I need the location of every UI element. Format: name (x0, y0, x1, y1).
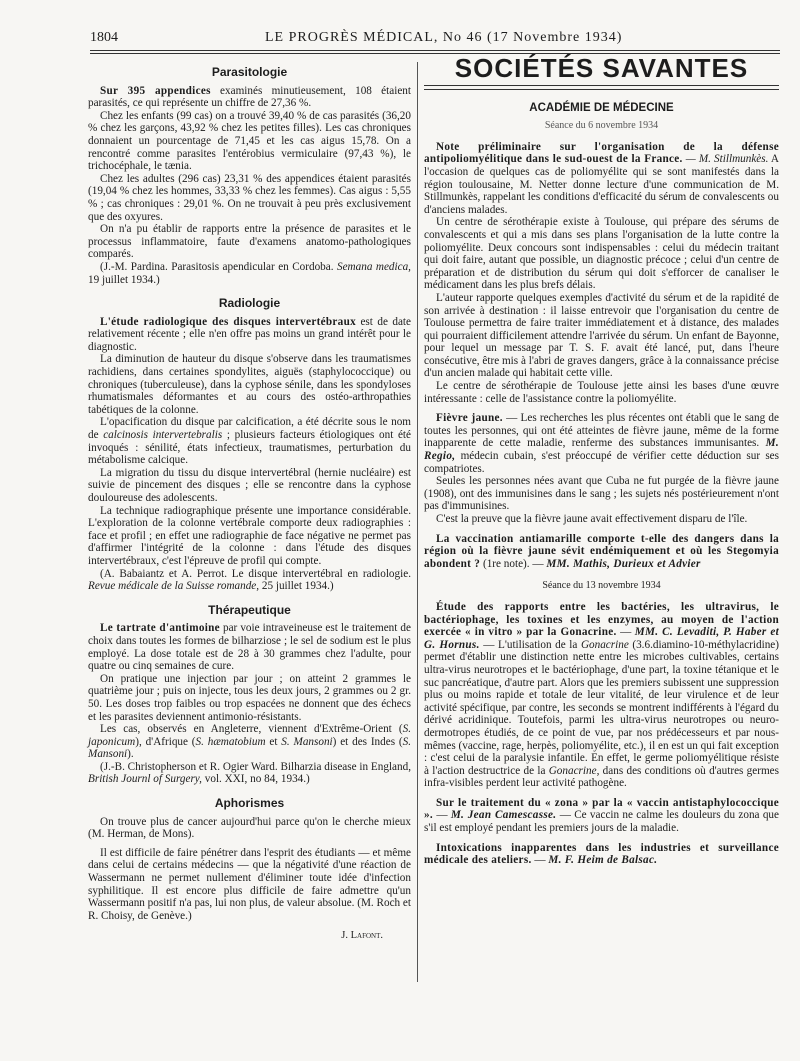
session-date: Séance du 13 novembre 1934 (542, 580, 661, 592)
paragraph: La technique radiographique présente une importance considérable. L'exploration de la colonne vertébrale comporte deux radiographies : face et profil ; en effet une radiographie de face négative ne permet pas d'affirmer l'intégrité de la colonne : dans l'étude des disques intervertébraux, c'est l'épreuve de profil qui compte. (88, 504, 411, 567)
paragraph: La diminution de hauteur du disque s'observe dans les traumatismes rachidiens, dans certaines spondylites, aiguës (staphylococcique) ou chroniques (tuberculeuse), dans la cyphose sénile, dans les spondyloses rhumatismales déformantes et au cours des ostéo-arthropathies tabétiques de la colonne. (88, 353, 411, 416)
paragraph: La migration du tissu du disque intervertébral (hernie nucléaire) est suivie de pincement des disques ; elle se rencontre dans la cyphose douloureuse des adolescents. (88, 466, 411, 504)
paragraph: Note préliminaire sur l'organisation de la défense antipoliomyélitique dans le sud-ouest de la France. — M. Stillmunkès. A l'occasion de quelques cas de poliomyélite qui se sont manifestés dans la région toulousaine, M. Netter donne lecture d'une communication de M. Stillmunkès, rappelant les conditions d'efficacité du sérum de convalescents ou d'anciens malades. (424, 140, 779, 216)
paragraph: Le tartrate d'antimoine par voie intraveineuse est le traitement de choix dans toutes les formes de bilharziose ; le sel de sodium est le plus employé. La dose totale est de 28 à 30 grammes chez l'adulte, pour quatre ou cinq semaines de cure. (88, 622, 411, 673)
reference: (J.-B. Christopherson et R. Ogier Ward. Bilharzia disease in England, British Journl of Surgery, vol. XXI, no 84, 1934.) (88, 760, 411, 786)
section-banner-title: SOCIÉTÉS SAVANTES (454, 53, 749, 83)
author-signature: J. Lafont. (341, 930, 383, 942)
paragraph: Sur 395 appendices examinés minutieusement, 108 étaient parasités, ce qui représente un chiffre de 27,36 %. (88, 84, 411, 110)
paragraph: Le centre de sérothérapie de Toulouse jette ainsi les bases d'une œuvre intéressante : celle de l'assistance contre la poliomyélite. (424, 380, 779, 405)
paragraph: Chez les enfants (99 cas) on a trouvé 39,40 % de cas parasités (36,20 % chez les garçons, 43,92 % chez les petites filles). Les cas chroniques donnaient un pourcentage de 71,45 et les cas aigus 15,78. On a rencontré comme parasites l'entérobius vermiculaire (97,43 %), le trichocéphale, le tænia. (88, 109, 411, 173)
paragraph: Fièvre jaune. — Les recherches les plus récentes ont établi que le sang de toutes les personnes, qui ont été atteintes de fièvre jaune, même de la forme inapparente de cette maladie, renferme des substances immunisantes. M. Regio, médecin cubain, s'est préoccupé de vérifier cette déduction sur ses compatriotes. (424, 412, 779, 475)
section-title-aphorismes: Aphorismes (214, 796, 285, 811)
paragraph: C'est la preuve que la fièvre jaune avait effectivement disparu de l'île. (436, 513, 748, 525)
paragraph: On pratique une injection par jour ; on atteint 2 grammes le quatrième jour ; puis on injecte, tous les deux jours, 2 grammes ou 2 gr. 50. Les doses trop faibles ou trop espacées ne donnent que des échecs et les parasites deviennent antimonio-résistants. (88, 672, 411, 723)
banner-rule (424, 85, 779, 90)
paragraph: Sur le traitement du « zona » par la « vaccin antistaphylococcique ». — M. Jean Camescasse. — Ce vaccin ne calme les douleurs du zona que s'il est employé pendant les premiers jours de la maladie. (424, 796, 779, 835)
paragraph: Étude des rapports entre les bactéries, les ultravirus, le bactériophage, les toxines et les enzymes, au moyen de l'action exercée « in vitro » par la Gonacrine. — MM. C. Levaditi, P. Haber et G. Hornus. — L'utilisation de la Gonacrine (3.6.diamino-10-méthylacridine) permet d'établir une distinction nette entre les microbes cultivables, certains ultra-virus neurotropes et le bactériophage, d'une part, la toxine tétanique et le suc pancréatique, d'autre part. Alors que les premiers subissent une suppression plus ou moins rapide et totale de leur vitalité, de leur virulence et de leur activité spécifique, par contre, les seconds se montrent indifférents à l'égard du dérivé acridinique. Toutefois, parmi les ultra-virus neurotropes ou neuro-dermotropes étudiés, de ce point de vue, par nos prédécesseurs et par nous-mêmes (vaccine, rage, herpès, poliomyélite, etc.), il en est un qui fait exception : c'est celui de la paralysie infantile. En effet, le germe poliomyélitique résiste à l'action destructrice de la Gonacrine, dans des conditions où d'autres germes infra-visibles perdent leur activité pathogène. (424, 600, 779, 790)
paragraph: Il est difficile de faire pénétrer dans l'esprit des étudiants — et même dans celui de certains médecins — que la négativité d'une réaction de Wassermann ne permet nullement d'éliminer toute idée d'infection syphilitique. Il est encore plus difficile de faire admettre qu'un Wassermann positif n'a pas, lui non plus, de valeur absolue. (M. Roch et R. Choisy, de Genève.) (88, 846, 411, 922)
paragraph: Intoxications inapparentes dans les industries et surveillance médicale des ateliers. — M. F. Heim de Balsac. (424, 841, 779, 867)
paragraph: L'opacification du disque par calcification, a été décrite sous le nom de calcinosis intervertebralis ; plusieurs facteurs étiologiques ont été invoqués : sénilité, états infectieux, traumatismes, perturbation du métabolisme calcique. (88, 416, 411, 467)
reference: (A. Babaiantz et A. Perrot. Le disque intervertébral en radiologie. Revue médicale de la Suisse romande, 25 juillet 1934.) (88, 567, 411, 593)
section-title-therapeutique: Thérapeutique (208, 602, 291, 617)
right-column (424, 53, 779, 867)
left-column (88, 62, 411, 943)
paragraph: L'auteur rapporte quelques exemples d'activité du sérum et de la rapidité de son arrivée à destination : il laisse entrevoir que l'organisation du centre de Toulouse permettra de faire traiter immédiatement et à distance, des malades qui pourraient difficilement attendre l'arrivée du sérum. Un enfant de Bayonne, pour lequel un message par T. S. F. avait été lancé, put, dans l'heure consécutive, être mis à l'abri de graves dangers, grâce à la connaissance précise d'un ancien malade qui habitait cette ville. (424, 291, 779, 380)
paragraph: On trouve plus de cancer aujourd'hui parce qu'on le cherche mieux (M. Herman, de Mons). (88, 815, 411, 841)
paragraph: Les cas, observés en Angleterre, viennent d'Extrême-Orient (S. japonicum), d'Afrique (S. hæmatobium et S. Mansoni) et des Indes (S. Mansoni). (88, 723, 412, 761)
reference: (J.-M. Pardina. Parasitosis apendicular en Cordoba. Semana medica, 19 juillet 1934.) (88, 260, 411, 286)
column-divider (417, 62, 418, 982)
paragraph: L'étude radiologique des disques intervertébraux est de date relativement récente ; elle n'en offre pas moins un grand intérêt pour le diagnostic. (88, 315, 411, 353)
section-title-radiologie: Radiologie (218, 296, 281, 311)
page-header (90, 30, 780, 48)
paragraph: Un centre de sérothérapie existe à Toulouse, qui prépare des sérums de convalescents et qui a mis dans ses plans l'organisation de la lutte contre la poliomyélite. Deux concours sont indispensables : celui du médecin traitant qui doit faire, autant que possible, un diagnostic précoce ; celui d'un centre de préparation et de distribution du sérum qui doit s'efforcer de canaliser le médicament dans les plus brefs délais. (424, 216, 779, 292)
paragraph: Seules les personnes nées avant que Cuba ne fut purgée de la fièvre jaune (1908), ont des immunisines dans le sang ; les sujets nés postérieurement n'ont pas d'immunisines. (424, 475, 779, 513)
paragraph: Chez les adultes (296 cas) 23,31 % des appendices étaient parasités (19,04 % chez les hommes, 33,33 % chez les femmes). Cas aigus : 5,55 % ; cas chroniques : 29,01 %. On ne trouvait à peu près exclusivement que des oxyures. (88, 172, 411, 223)
paragraph: La vaccination antiamarille comporte t-elle des dangers dans la région où la fièvre jaune sévit endémiquement et où les Stegomyia abondent ? (1re note). — MM. Mathis, Durieux et Advier (424, 532, 779, 570)
subsection-title-academie: ACADÉMIE DE MÉDECINE (529, 101, 674, 114)
session-date: Séance du 6 novembre 1934 (544, 120, 659, 132)
section-title-parasitologie: Parasitologie (211, 65, 288, 79)
header-rule (90, 50, 780, 51)
paragraph: On n'a pu établir de rapports entre la présence de parasites et le processus inflammatoire, faute d'examens anatomo-pathologiques comparés. (88, 223, 411, 261)
running-title: LE PROGRÈS MÉDICAL, No 46 (17 Novembre 1934) (265, 30, 623, 45)
page-number: 1804 (90, 30, 118, 45)
